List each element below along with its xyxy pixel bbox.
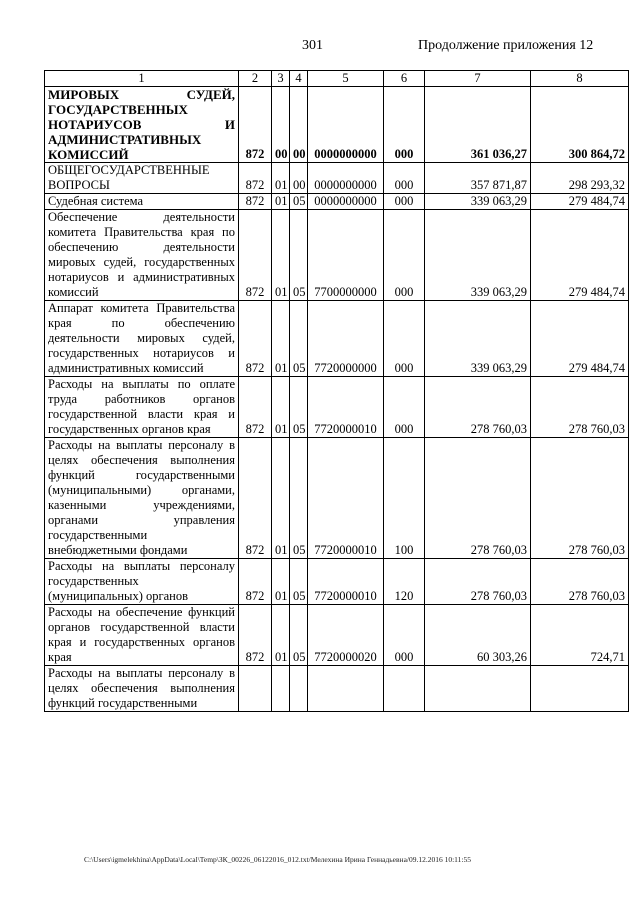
amount-year-1: 339 063,29 <box>425 210 531 301</box>
row-name: Расходы на выплаты персоналу государственных (муниципальных) органов <box>45 559 239 605</box>
amount-year-2: 279 484,74 <box>531 301 629 377</box>
amount-year-2 <box>531 666 629 712</box>
table-row <box>45 559 629 605</box>
row-name: ОБЩЕГОСУДАРСТВЕННЫЕ ВОПРОСЫ <box>45 163 239 194</box>
column-number: 2 <box>239 71 272 87</box>
expense-type-code: 120 <box>384 559 425 605</box>
section-code <box>272 666 290 712</box>
subsection-code: 05 <box>290 377 308 438</box>
target-article-code: 7720000010 <box>308 377 384 438</box>
column-number: 7 <box>425 71 531 87</box>
row-name: Расходы на выплаты по оплате труда работников органов государственной власти края и государственных органов края <box>45 377 239 438</box>
row-name: МИРОВЫХ СУДЕЙ, ГОСУДАРСТВЕННЫХ НОТАРИУСОВ И АДМИНИСТРАТИВНЫХ КОМИССИЙ <box>45 87 239 163</box>
table-row <box>45 605 629 666</box>
column-number: 1 <box>45 71 239 87</box>
amount-year-1: 60 303,26 <box>425 605 531 666</box>
expense-type-code: 000 <box>384 210 425 301</box>
column-number-row <box>45 71 629 87</box>
table-row <box>45 377 629 438</box>
target-article-code: 7720000010 <box>308 559 384 605</box>
amount-year-1: 361 036,27 <box>425 87 531 163</box>
amount-year-1: 339 063,29 <box>425 301 531 377</box>
target-article-code: 7720000000 <box>308 301 384 377</box>
section-code: 01 <box>272 377 290 438</box>
amount-year-1: 339 063,29 <box>425 194 531 210</box>
target-article-code: 0000000000 <box>308 163 384 194</box>
amount-year-2: 278 760,03 <box>531 438 629 559</box>
amount-year-1: 278 760,03 <box>425 438 531 559</box>
row-name: Обеспечение деятельности комитета Правительства края по обеспечению деятельности мировых судей, государственных нотариусов и административных комиссий <box>45 210 239 301</box>
expense-type-code: 000 <box>384 163 425 194</box>
ved-code: 872 <box>239 301 272 377</box>
column-number: 4 <box>290 71 308 87</box>
subsection-code: 05 <box>290 301 308 377</box>
table-row <box>45 163 629 194</box>
ved-code: 872 <box>239 438 272 559</box>
page-number: 301 <box>302 38 323 53</box>
expense-type-code: 000 <box>384 301 425 377</box>
file-path-footer: C:\Users\igmelekhina\AppData\Local\Temp\ЗК_00226_06122016_012.txt/Мелехина Ирина Геннадьевна/09.12.2016 10:11:55 <box>84 855 471 864</box>
expense-type-code: 000 <box>384 605 425 666</box>
section-code: 01 <box>272 163 290 194</box>
section-code: 01 <box>272 301 290 377</box>
amount-year-2: 278 760,03 <box>531 377 629 438</box>
continuation-caption: Продолжение приложения 12 <box>418 38 594 53</box>
amount-year-2: 724,71 <box>531 605 629 666</box>
ved-code: 872 <box>239 163 272 194</box>
ved-code: 872 <box>239 87 272 163</box>
subsection-code: 05 <box>290 559 308 605</box>
subsection-code: 05 <box>290 438 308 559</box>
column-number: 6 <box>384 71 425 87</box>
column-number: 8 <box>531 71 629 87</box>
column-number: 5 <box>308 71 384 87</box>
target-article-code <box>308 666 384 712</box>
row-name: Расходы на выплаты персоналу в целях обеспечения выполнения функций государственными (муниципальными) органами, казенными учреждениями, органами управления государственными внебюджетными фондами <box>45 438 239 559</box>
target-article-code: 7720000020 <box>308 605 384 666</box>
amount-year-1: 357 871,87 <box>425 163 531 194</box>
table-row <box>45 301 629 377</box>
section-code: 01 <box>272 559 290 605</box>
table-row <box>45 87 629 163</box>
ved-code: 872 <box>239 605 272 666</box>
target-article-code: 7700000000 <box>308 210 384 301</box>
section-code: 01 <box>272 194 290 210</box>
section-code: 01 <box>272 605 290 666</box>
expense-type-code: 000 <box>384 87 425 163</box>
table-row <box>45 210 629 301</box>
section-code: 01 <box>272 210 290 301</box>
section-code: 01 <box>272 438 290 559</box>
target-article-code: 0000000000 <box>308 87 384 163</box>
expense-type-code <box>384 666 425 712</box>
ved-code: 872 <box>239 194 272 210</box>
budget-table <box>44 70 629 712</box>
row-name: Аппарат комитета Правительства края по обеспечению деятельности мировых судей, государственных нотариусов и административных комиссий <box>45 301 239 377</box>
column-number: 3 <box>272 71 290 87</box>
ved-code: 872 <box>239 559 272 605</box>
amount-year-2: 279 484,74 <box>531 194 629 210</box>
subsection-code: 05 <box>290 210 308 301</box>
expense-type-code: 100 <box>384 438 425 559</box>
row-name: Расходы на выплаты персоналу в целях обеспечения выполнения функций государственными <box>45 666 239 712</box>
table-row <box>45 194 629 210</box>
expense-type-code: 000 <box>384 377 425 438</box>
subsection-code: 00 <box>290 87 308 163</box>
subsection-code: 05 <box>290 605 308 666</box>
row-name: Судебная система <box>45 194 239 210</box>
ved-code: 872 <box>239 377 272 438</box>
amount-year-1: 278 760,03 <box>425 377 531 438</box>
target-article-code: 7720000010 <box>308 438 384 559</box>
ved-code <box>239 666 272 712</box>
section-code: 00 <box>272 87 290 163</box>
amount-year-2: 298 293,32 <box>531 163 629 194</box>
amount-year-2: 300 864,72 <box>531 87 629 163</box>
table-row <box>45 666 629 712</box>
expense-type-code: 000 <box>384 194 425 210</box>
target-article-code: 0000000000 <box>308 194 384 210</box>
amount-year-1: 278 760,03 <box>425 559 531 605</box>
subsection-code: 05 <box>290 194 308 210</box>
amount-year-2: 278 760,03 <box>531 559 629 605</box>
subsection-code <box>290 666 308 712</box>
amount-year-2: 279 484,74 <box>531 210 629 301</box>
table-row <box>45 438 629 559</box>
amount-year-1 <box>425 666 531 712</box>
subsection-code: 00 <box>290 163 308 194</box>
ved-code: 872 <box>239 210 272 301</box>
row-name: Расходы на обеспечение функций органов государственной власти края и государственных органов края <box>45 605 239 666</box>
